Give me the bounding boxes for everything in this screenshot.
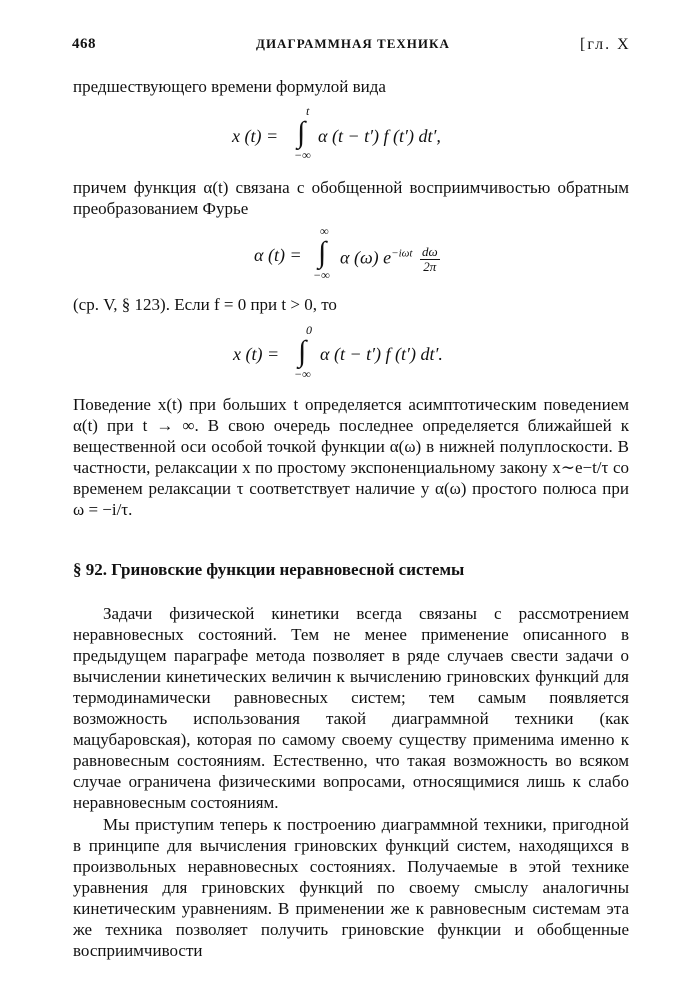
- eq3-lower-limit: −∞: [294, 367, 311, 381]
- page-number: 468: [72, 36, 96, 52]
- section-title: § 92. Гриновские функции неравновесной системы: [73, 560, 465, 579]
- paragraph-4: Поведение x(t) при больших t определяется асимптотическим поведением α(t) при t → ∞. В свою очередь последнее определяется ближайшей к вещественной оси особой точкой функции α(ω) в нижней полуплоскости. В частности, релаксации x по простому экспоненциальному закону x∼e−t/τ со временем релаксации τ соответствует наличие у α(ω) простого полюса при ω = −i/τ.: [73, 395, 629, 519]
- eq1-integral-sign: ∫: [297, 116, 306, 149]
- eq2-upper-limit: ∞: [320, 224, 329, 238]
- eq3-lhs: x (t) =: [233, 344, 280, 364]
- eq1-upper-limit: t: [306, 104, 310, 118]
- paragraph-1: предшествующего времени формулой вида: [73, 77, 386, 96]
- eq3-upper-limit: 0: [306, 323, 312, 337]
- eq2-frac-num: dω: [421, 244, 438, 259]
- paragraph-2: причем функция α(t) связана с обобщенной восприимчивостью обратным преобразованием Фурье: [73, 178, 629, 218]
- eq1-lower-limit: −∞: [294, 148, 311, 162]
- eq2-integrand-text: α (ω) e: [340, 247, 392, 268]
- paragraph-6: Мы приступим теперь к построению диаграммной техники, пригодной в принципе для вычисления гриновских функций систем, находящихся в произвольных неравновесных состояниях. Получаемые в этой технике уравнения для гриновских функций по своему смыслу аналогичны кинетическим уравнениям. В применении же к равновесным системам эта же техника позволяет получить гриновские функции и обобщенные восприимчивости: [73, 815, 629, 960]
- eq2-lhs: α (t) =: [254, 245, 302, 265]
- eq1-lhs: x (t) =: [232, 126, 279, 146]
- eq2-frac-den: 2π: [423, 259, 437, 274]
- eq2-fraction: [420, 245, 440, 274]
- eq1-integrand: α (t − t′) f (t′) dt′,: [318, 126, 441, 146]
- eq3-integral-sign: ∫: [298, 335, 307, 368]
- paragraph-3: (ср. V, § 123). Если f = 0 при t > 0, то: [73, 295, 337, 314]
- running-title: ДИАГРАММНАЯ ТЕХНИКА: [256, 36, 450, 51]
- paragraph-5: Задачи физической кинетики всегда связаны с рассмотрением неравновесных состояний. Тем не менее применение описанного в предыдущем параграфе метода позволяет в ряде случаев свести задачи о вычислении кинетических величин к вычислению гриновских функций для термодинамически равновесных систем; тем самым появляется возможность использования такой диаграммной техники (как мацубаровская), которая по самому своему существу применима именно к равновесным состояниям. Естественно, что такая возможность во всяком случае ограничена физическими вопросами, относящимися лишь к слабо неравновесным состояниям.: [73, 604, 629, 812]
- eq2-integral-sign: ∫: [318, 236, 327, 269]
- eq2-integrand: [340, 245, 440, 274]
- chapter-label: [гл. X: [580, 36, 631, 53]
- eq2-exponent: −iωt: [391, 247, 413, 260]
- eq2-lower-limit: −∞: [313, 268, 330, 282]
- eq3-integrand: α (t − t′) f (t′) dt′.: [320, 344, 443, 364]
